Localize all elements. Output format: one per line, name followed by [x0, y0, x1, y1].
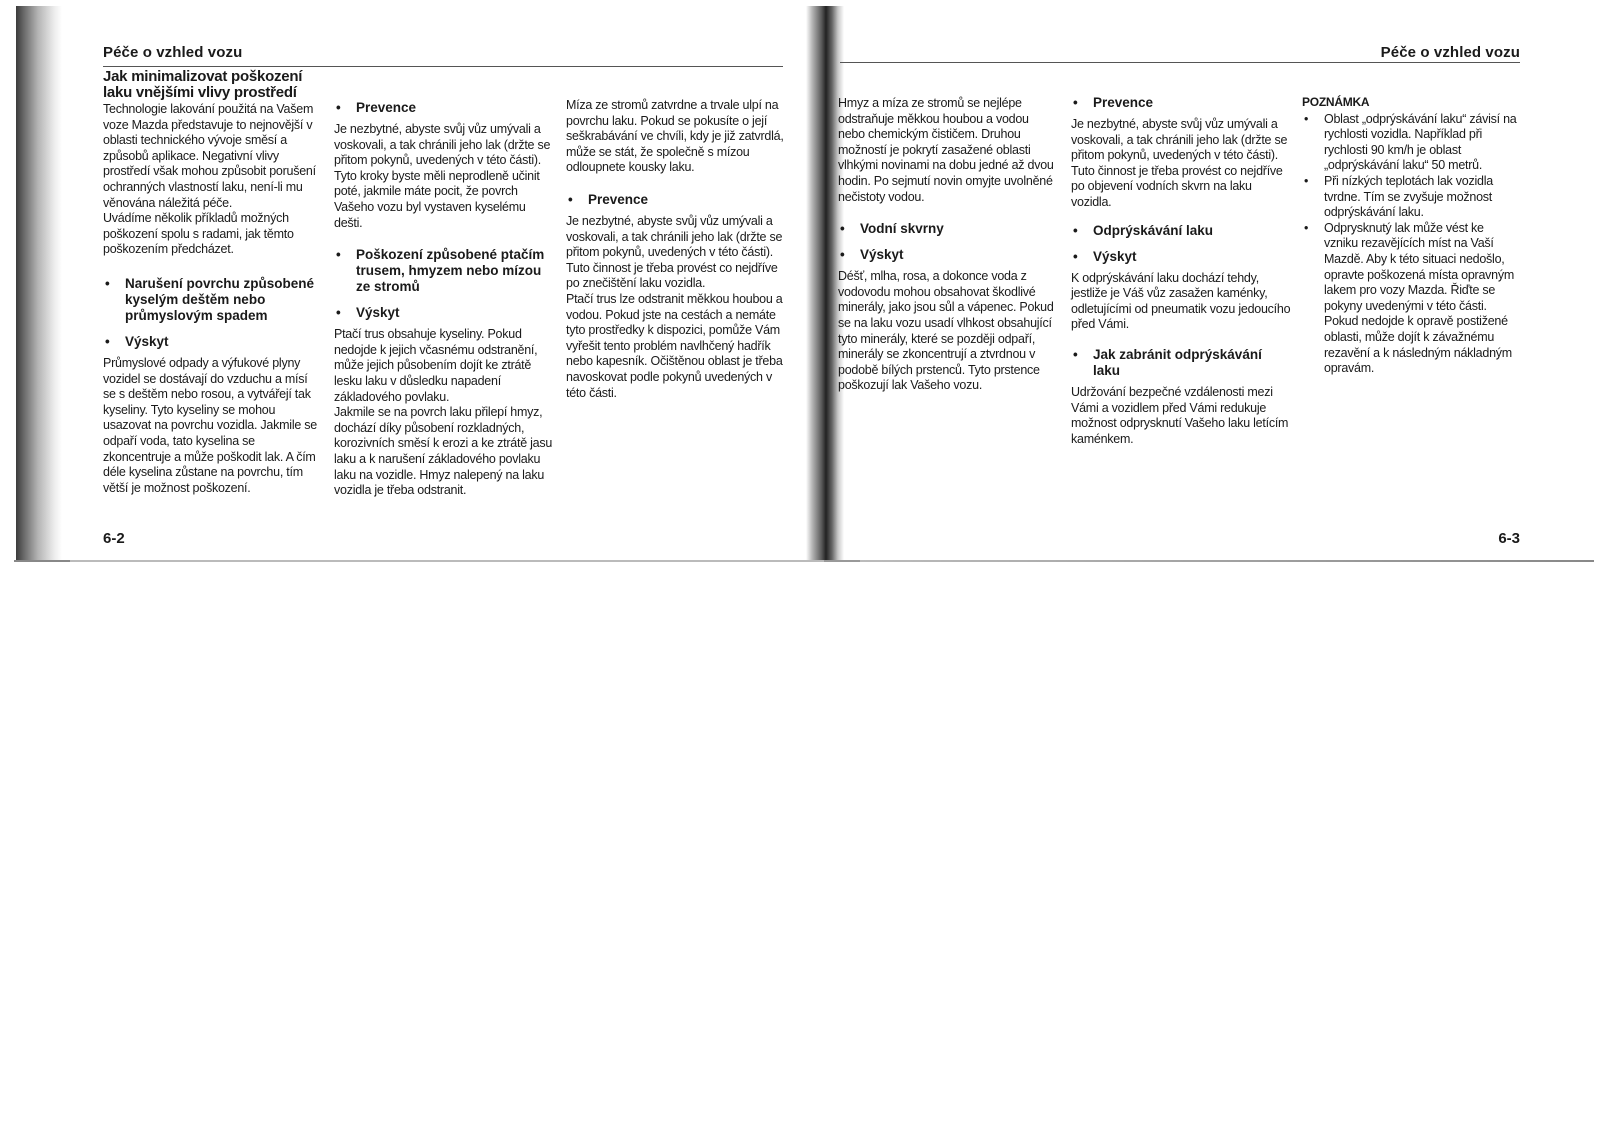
section-title: Jak minimalizovat poškození laku vnějšími vlivy prostředí [103, 68, 303, 101]
bullet-heading: • Prevence [566, 192, 784, 208]
left-column-2 [334, 100, 553, 499]
right-column-2 [1071, 95, 1291, 447]
scan-left-edge-shadow [16, 6, 62, 562]
bullet-heading: • Jak zabránit odprýskávání laku [1071, 347, 1291, 379]
paragraph: Udržování bezpečné vzdálenosti mezi Vámi a vozidlem před Vámi redukuje možnost odprysknutí Vašeho laku letícím kaménkem. [1071, 384, 1289, 446]
bullet-heading: • Prevence [334, 100, 553, 116]
paragraph: Průmyslové odpady a výfukové plyny vozidel se dostávají do vzduchu a mísí se s deštěm nebo rosou, a vytvářejí tak kyseliny. Tyto kyseliny se mohou usazovat na povrchu vozidla. Jakmile se odpaří voda, tato kyselina se zkoncentruje a může poškodit lak. A čím déle kyselina zůstane na povrchu, tím větší je možnost poškození. [103, 355, 317, 495]
paragraph: Uvádíme několik příkladů možných poškození spolu s radami, jak těmto poškozením předcházet. [103, 211, 294, 257]
note-item: • Oblast „odprýskávání laku“ závisí na rychlosti vozidla. Například při rychlosti 90 km/h je oblast „odprýskávání laku“ 50 metrů. [1302, 112, 1520, 174]
bullet-heading: • Výskyt [103, 334, 320, 350]
right-column-3-note [1302, 95, 1520, 377]
bullet-heading: • Prevence [1071, 95, 1291, 111]
note-title: POZNÁMKA [1302, 95, 1370, 109]
paragraph: Déšť, mlha, rosa, a dokonce voda z vodovodu mohou obsahovat škodlivé minerály, jako jsou sůl a vápenec. Pokud se na laku vozu usadí vlhkost obsahující tyto minerály, které se později odpaří, minerály se zkoncentrují a ztvrdnou v podobě bílých prstenců. Tyto prstence poškozují lak Vašeho vozu. [838, 269, 1054, 393]
bullet-heading: • Narušení povrchu způsobené kyselým deštěm nebo průmyslovým spadem [103, 276, 320, 324]
bullet-heading: • Poškození způsobené ptačím trusem, hmyzem nebo mízou ze stromů [334, 247, 553, 295]
bullet-heading: • Vodní skvrny [838, 221, 1058, 237]
paragraph: Ptačí trus obsahuje kyseliny. Pokud nedojde k jejich včasnému odstranění, může jejich působením dojít ke ztrátě lesku laku v důsledku napadení základového povlaku. [334, 327, 538, 404]
right-page-number: 6-3 [1498, 530, 1520, 547]
right-header-rule [840, 62, 1520, 63]
paragraph: Jakmile se na povrch laku přilepí hmyz, dochází díky působení rozkladných, korozivních směsí k erozi a ke ztrátě jasu laku a k narušení základového povlaku laku na vozidle. Hmyz nalepený na laku vozidla je třeba odstranit. [334, 405, 553, 498]
left-column-1 [103, 69, 320, 496]
bullet-heading: • Výskyt [838, 247, 1058, 263]
right-page-header: Péče o vzhled vozu [1380, 44, 1520, 61]
paragraph: K odprýskávání laku dochází tehdy, jestliže je Váš vůz zasažen kaménky, odletujícími od pneumatik vozu jedoucího před Vámi. [1071, 270, 1291, 332]
bullet-heading: • Výskyt [334, 305, 553, 321]
left-page-header: Péče o vzhled vozu [103, 44, 243, 61]
paragraph: Je nezbytné, abyste svůj vůz umývali a voskovali, a tak chránili jeho lak (držte se přitom pokynů, uvedených v této části). Tuto činnost je třeba provést co nejdříve po znečištění laku vozidla. [566, 213, 783, 291]
note-item: • Odprysknutý lak může vést ke vzniku rezavějících míst na Vaší Mazdě. Aby k této situaci nedošlo, opravte poškozená místa opravným lakem pro vozy Mazda. Řiďte se pokyny uvedenými v této části. Pokud nedojde k opravě postižené oblasti, může dojít k závažnému rezavění a k následným nákladným opravám. [1302, 221, 1520, 377]
bullet-heading: • Výskyt [1071, 249, 1291, 265]
scan-bottom-edge [14, 560, 1594, 562]
paragraph: Ptačí trus lze odstranit měkkou houbou a vodou. Pokud jste na cestách a nemáte tyto prostředky k dispozici, pomůže Vám vyřešit tento problém navlhčený hadřík nebo kapesník. Očištěnou oblast je třeba navoskovat podle pokynů uvedených v této části. [566, 291, 783, 400]
paragraph: Je nezbytné, abyste svůj vůz umývali a voskovali, a tak chránili jeho lak (držte se přitom pokynů, uvedených v této části). Tyto kroky byste měli neprodleně učinit poté, jakmile máte pocit, že povrch Vašeho vozu byl vystaven kyselému dešti. [334, 122, 551, 230]
bullet-heading: • Odprýskávání laku [1071, 223, 1291, 239]
paragraph: Je nezbytné, abyste svůj vůz umývali a voskovali, a tak chránili jeho lak (držte se přitom pokynů, uvedených v této části). Tuto činnost je třeba provést co nejdříve po objevení vodních skvrn na laku vozidla. [1071, 117, 1288, 209]
paragraph: Technologie lakování použitá na Vašem voze Mazda představuje to nejnovější v oblasti technického vývoje směsí a způsobů aplikace. Negativní vlivy prostředí však mohou způsobit porušení ochranných vlastností laku, není-li mu věnována náležitá péče. [103, 102, 316, 210]
paragraph: Hmyz a míza ze stromů se nejlépe odstraňuje měkkou houbou a vodou nebo chemickým čističem. Druhou možností je pokrytí zasažené oblasti vlhkými novinami na dobu jedné až dvou hodin. Po sejmutí novin omyjte uvolněné nečistoty vodou. [838, 96, 1054, 204]
left-header-rule [103, 66, 783, 67]
right-column-1 [838, 96, 1058, 394]
note-item: • Při nízkých teplotách lak vozidla tvrdne. Tím se zvyšuje možnost odprýskávání laku. [1302, 174, 1520, 221]
left-column-3 [566, 98, 784, 401]
left-page-number: 6-2 [103, 530, 125, 547]
paragraph: Míza ze stromů zatvrdne a trvale ulpí na povrchu laku. Pokud se pokusíte o její seškrabávání ve chvíli, kdy je již zatvrdlá, může se stát, že společně s mízou odloupnete kousky laku. [566, 98, 784, 175]
